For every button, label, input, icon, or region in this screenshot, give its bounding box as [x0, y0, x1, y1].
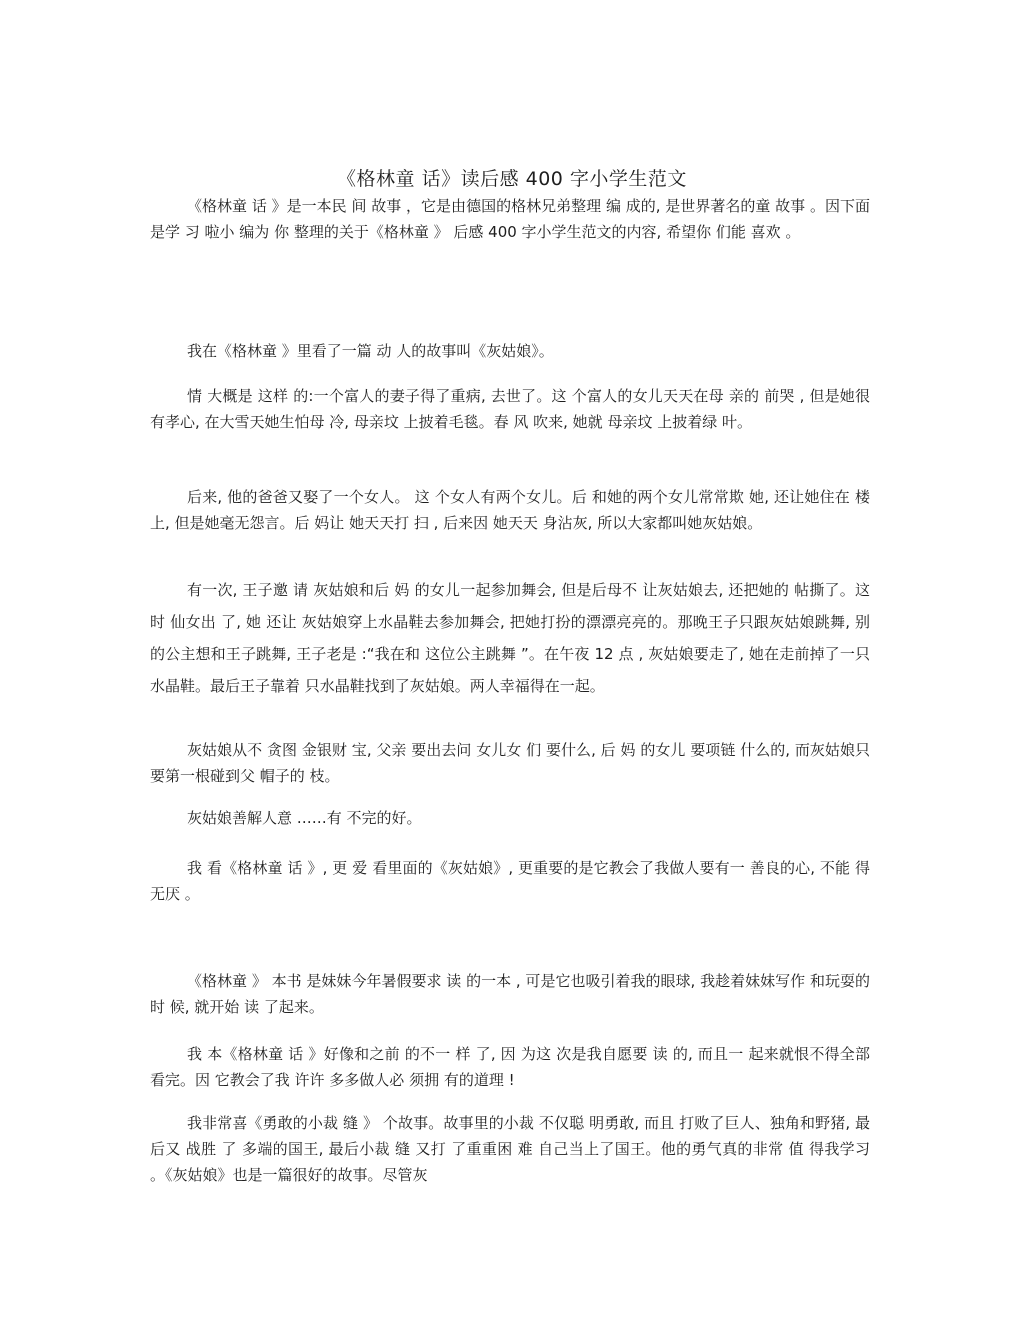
paragraph-lesson: 我 看《格林童 话 》, 更 爱 看里面的《灰姑娘》, 更重要的是它教会了我做人要有一 善良的心, 不能 得无厌 。 [150, 859, 870, 903]
paragraph-virtue: 灰姑娘从不 贪图 金银财 宝, 父亲 要出去问 女儿女 们 要什么, 后 妈 的女儿 要项链 什么的, 而灰姑娘只要第一根碰到父 帽子的 枝。 [150, 741, 870, 785]
paragraph-plot: 情 大概是 这样 的:一个富人的妻子得了重病, 去世了。这 个富人的女儿天天在母 亲的 前哭 , 但是她很有孝心, 在大雪天她生怕母 冷, 母亲坟 上披着毛毯。春 风 吹来, 她就 母亲坟 上披着绿 叶。 [150, 387, 870, 431]
paragraph-tailor: 我非常喜《勇敢的小裁 缝 》 个故事。故事里的小裁 不仅聪 明勇敢, 而且 打败了巨人、独角和野猪, 最后又 战胜 了 多端的国王, 最后小裁 缝 又打 了重重困 难 自己当上了国王。他的勇气真的非常 值 得我学习 。《灰姑娘》也是一篇很好的故事。尽管灰 [150, 1114, 870, 1184]
paragraph-kindness: 灰姑娘善解人意 ……有 不完的好。 [187, 809, 422, 827]
paragraph-reading: 我 本《格林童 话 》好像和之前 的不一 样 了, 因 为这 次是我自愿要 读 的, 而且一 起来就恨不得全部看完。因 它教会了我 许许 多多做人必 须拥 有的道理 ! [150, 1045, 870, 1089]
paragraph-intro: 《格林童 话 》是一本民 间 故事 ，它是由德国的格林兄弟整理 编 成的, 是世界著名的童 故事 。因下面是学 习 啦小 编为 你 整理的关于《格林童 》 后感 400 字小学生范文的内容, 希望你 们能 喜欢 。 [150, 197, 870, 241]
paragraph-second-essay: 《格林童 》 本书 是妹妹今年暑假要求 读 的一本 , 可是它也吸引着我的眼球, 我趁着妹妹写作 和玩耍的 时 候, 就开始 读 了起来。 [150, 972, 870, 1016]
paragraph-stepmother: 后来, 他的爸爸又娶了一个女人。 这 个女人有两个女儿。后 和她的两个女儿常常欺 她, 还让她住在 楼上, 但是她毫无怨言。后 妈让 她天天打 扫 , 后来因 她天天 身沾灰, 所以大家都叫她灰姑娘。 [150, 488, 870, 532]
paragraph-story-intro: 我在《格林童 》里看了一篇 动 人的故事叫《灰姑娘》。 [187, 342, 554, 360]
paragraph-ball: 有一次, 王子邀 请 灰姑娘和后 妈 的女儿一起参加舞会, 但是后母不 让灰姑娘去, 还把她的 帖撕了。这时 仙女出 了, 她 还让 灰姑娘穿上水晶鞋去参加舞会, 把她打扮的漂漂亮亮的。那晚王子只跟灰姑娘跳舞, 别的公主想和王子跳舞, 王子老是 :“我在和 这位公主跳舞 ”。在午夜 12 点 , 灰姑娘要走了, 她在走前掉了一只水晶鞋。最后王子靠着 只水晶鞋找到了灰姑娘。两人幸福得在一起。 [150, 581, 870, 695]
document-title: 《格林童 话》读后感 400 字小学生范文 [337, 168, 687, 190]
